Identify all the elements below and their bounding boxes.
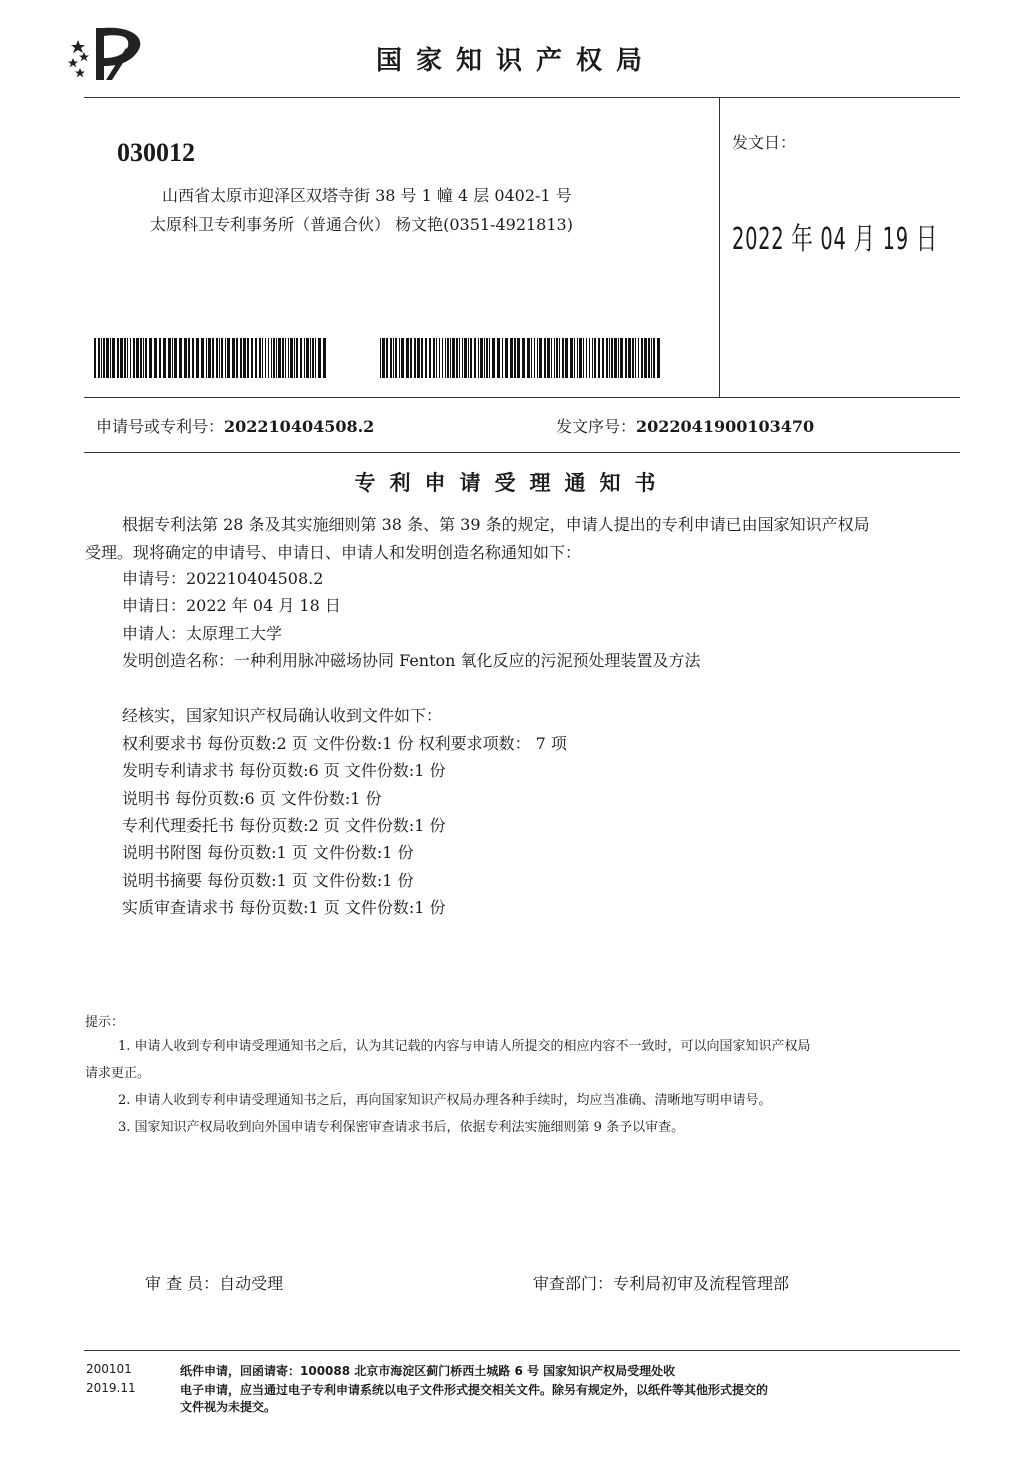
received-document: 专利代理委托书 每份页数:2 页 文件份数:1 份 — [122, 816, 446, 835]
tip-item: 2. 申请人收到专利申请受理通知书之后，再向国家知识产权局办理各种手续时，均应当准确、清晰地写明申请号。 — [118, 1093, 772, 1108]
received-document: 说明书附图 每份页数:1 页 文件份数:1 份 — [122, 843, 414, 862]
agency-contact: 太原科卫专利事务所（普通合伙） 杨文艳(0351-4921813) — [150, 215, 573, 234]
tip-item: 3. 国家知识产权局收到向外国申请专利保密审查请求书后，依据专利法实施细则第 9 条予以审查。 — [118, 1120, 685, 1135]
office-title: 国家知识产权局 — [376, 46, 657, 76]
filing-date-field: 申请日：2022 年 04 月 18 日 — [122, 596, 341, 615]
invention-title-field: 发明创造名称：一种利用脉冲磁场协同 Fenton 氧化反应的污泥预处理装置及方法 — [122, 651, 701, 670]
numbers-rule — [84, 452, 960, 453]
received-document: 实质审查请求书 每份页数:1 页 文件份数:1 份 — [122, 898, 446, 917]
application-number-value: 202210404508.2 — [224, 417, 375, 436]
tip-item-continuation: 请求更正。 — [85, 1066, 151, 1081]
issue-date-value: 2022 年 04 月 19 日 — [732, 222, 939, 257]
issue-date-label: 发文日： — [732, 133, 797, 152]
form-code: 200101 — [86, 1362, 132, 1376]
intro-paragraph-line: 根据专利法第 28 条及其实施细则第 38 条、第 39 条的规定，申请人提出的专利申请已由国家知识产权局 — [122, 515, 870, 534]
block-rule — [84, 397, 960, 398]
date-column-divider — [719, 97, 720, 397]
footer-note: 纸件申请，回函请寄：100088 北京市海淀区蓟门桥西土城路 6 号 国家知识产权局受理处收 — [180, 1364, 676, 1378]
examiner-line: 审 查 员：自动受理 — [145, 1274, 284, 1293]
footer-rule — [84, 1350, 960, 1351]
received-document: 发明专利请求书 每份页数:6 页 文件份数:1 份 — [122, 761, 446, 780]
cnipa-logo — [64, 22, 148, 86]
barcode — [380, 338, 664, 378]
serial-number-value: 2022041900103470 — [636, 417, 815, 436]
footer-note: 文件视为未提交。 — [180, 1400, 277, 1414]
received-document: 权利要求书 每份页数:2 页 文件份数:1 份 权利要求项数： 7 项 — [122, 734, 567, 753]
barcode — [94, 338, 330, 378]
postcode: 030012 — [117, 138, 195, 167]
serial-number-label: 发文序号： — [556, 417, 637, 436]
footer-note: 电子申请，应当通过电子专利申请系统以电子文件形式提交相关文件。除另有规定外，以纸件等其他形式提交的 — [180, 1383, 769, 1397]
header-rule — [84, 97, 960, 98]
intro-paragraph-line: 受理。现将确定的申请号、申请日、申请人和发明创造名称通知如下： — [85, 543, 582, 562]
serial-number-line — [556, 414, 814, 437]
tips-heading: 提示： — [85, 1015, 125, 1030]
application-number-label: 申请号或专利号： — [96, 417, 225, 436]
received-document: 说明书摘要 每份页数:1 页 文件份数:1 份 — [122, 871, 414, 890]
application-number-field: 申请号：202210404508.2 — [122, 569, 324, 588]
form-version: 2019.11 — [86, 1381, 136, 1395]
recipient-address: 山西省太原市迎泽区双塔寺街 38 号 1 幢 4 层 0402-1 号 — [162, 186, 572, 205]
notice-title: 专利申请受理通知书 — [354, 471, 670, 495]
received-document: 说明书 每份页数:6 页 文件份数:1 份 — [122, 789, 382, 808]
application-number-line — [96, 414, 374, 437]
tip-item: 1. 申请人收到专利申请受理通知书之后，认为其记载的内容与申请人所提交的相应内容不一致时，可以向国家知识产权局 — [118, 1039, 811, 1054]
department-line: 审查部门：专利局初审及流程管理部 — [533, 1274, 790, 1293]
applicant-field: 申请人：太原理工大学 — [122, 624, 283, 643]
receipt-heading: 经核实，国家知识产权局确认收到文件如下： — [122, 706, 443, 725]
